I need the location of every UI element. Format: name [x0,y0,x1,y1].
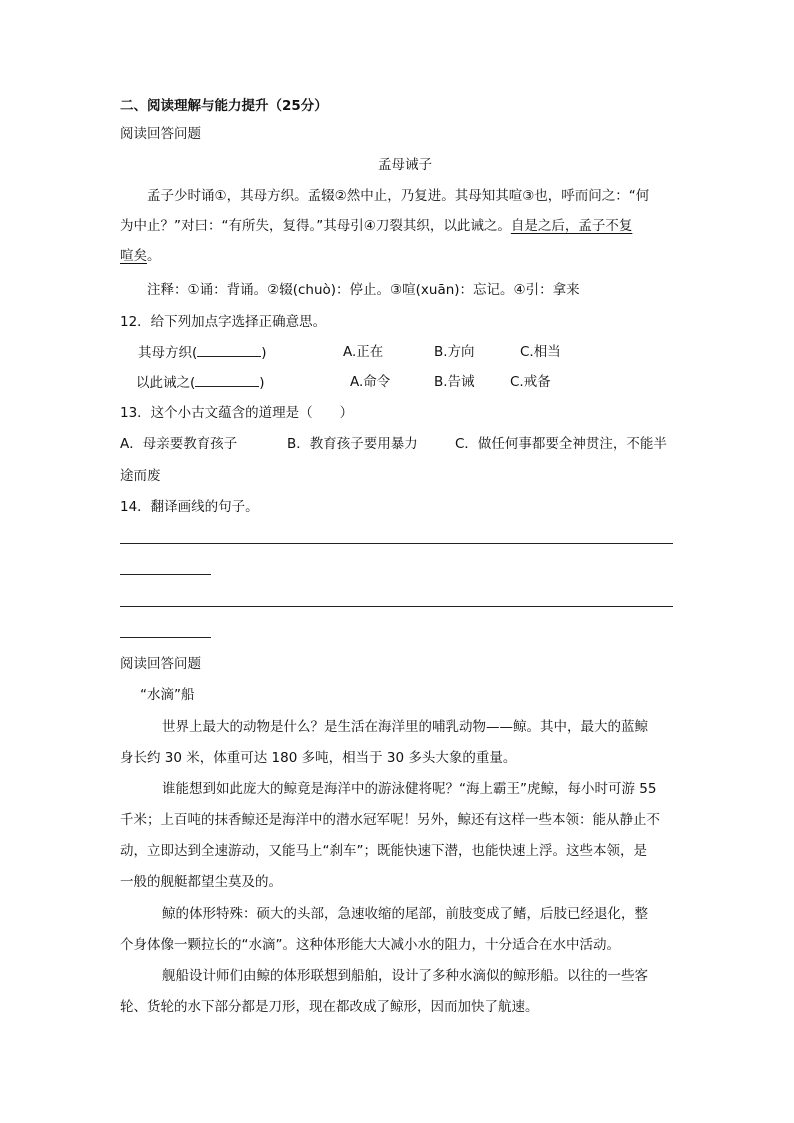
reading-instruction: 阅读回答问题 [120,126,201,142]
option-c[interactable]: C.戒备 [510,374,551,390]
paragraph-line: 鲸的体形特殊：硕大的头部，急速收缩的尾部，前肢变成了鳍，后肢已经退化，整 [162,906,648,922]
answer-line[interactable] [120,574,211,575]
section-header: 二、阅读理解与能力提升（25分） [120,98,328,114]
paragraph-line: 千米；上百吨的抹香鲸还是海洋中的潜水冠军呢！另外，鲸还有这样一些本领：能从静止不 [120,812,660,828]
answer-line[interactable] [120,606,673,607]
passage-title: 孟母诫子 [378,157,432,173]
option-a[interactable]: A.命令 [350,374,391,390]
paragraph-line: 世界上最大的动物是什么？是生活在海洋里的哺乳动物——鲸。其中，最大的蓝鲸 [162,719,648,735]
answer-line[interactable] [120,543,673,544]
underlined-sentence: 自是之后，孟子不复 [510,218,633,234]
answer-blank[interactable] [195,372,259,387]
question-12-row1 [138,342,267,363]
option-a[interactable]: A．母亲要教育孩子 [120,436,238,452]
passage-text: 。 [147,248,161,264]
item-text: 其母方织( [138,345,198,361]
passage-line [120,216,632,236]
paragraph-line: 身长约 30 米，体重可达 180 多吨，相当于 30 多头大象的重量。 [120,750,517,766]
question-12-row2 [136,372,265,393]
paragraph-line: 舰船设计师们由鲸的体形联想到船舶，设计了多种水滴似的鲸形船。以往的一些客 [162,968,648,984]
question-12-stem: 12．给下列加点字选择正确意思。 [120,314,327,330]
option-b[interactable]: B.告诫 [434,374,475,390]
paragraph-line: 轮、货轮的水下部分都是刀形，现在都改成了鲸形，因而加快了航速。 [120,999,539,1015]
option-c-continuation: 途而废 [120,468,161,484]
passage-line: 孟子少时诵①，其母方织。孟辍②然中止，乃复进。其母知其喧③也，呼而问之：“何 [147,188,650,204]
paragraph-line: 一般的舰艇都望尘莫及的。 [120,874,282,890]
item-text: ) [259,375,265,391]
passage-title: “水滴”船 [140,687,195,703]
answer-blank[interactable] [197,342,261,357]
question-13-stem: 13．这个小古文蕴含的道理是（ ） [120,405,354,421]
item-text: ) [261,345,267,361]
question-14-stem: 14．翻译画线的句子。 [120,499,259,515]
option-c[interactable]: C.相当 [520,344,561,360]
passage-text: 为中止？”对曰：“有所失，复得。”其母引④刀裂其织，以此诫之。 [120,218,511,234]
paragraph-line: 动，立即达到全速游动，又能马上“刹车”；既能快速下潜，也能快速上浮。这些本领，是 [120,843,647,859]
item-text: 以此诫之( [136,375,196,391]
passage-line [120,246,161,266]
option-c[interactable]: C．做任何事都要全神贯注，不能半 [455,436,667,452]
paragraph-line: 谁能想到如此庞大的鲸竟是海洋中的游泳健将呢？“海上霸王”虎鲸，每小时可游 55 [162,781,657,797]
reading-instruction: 阅读回答问题 [120,656,201,672]
answer-line[interactable] [120,637,211,638]
paragraph-line: 个身体像一颗拉长的“水滴”。这种体形能大大减小水的阻力，十分适合在水中活动。 [120,937,620,953]
option-b[interactable]: B．教育孩子要用暴力 [287,436,418,452]
underlined-sentence: 喧矣 [120,248,147,264]
option-a[interactable]: A.正在 [343,344,384,360]
annotation-notes: 注释：①诵：背诵。②辍(chuò)：停止。③喧(xuān)：忘记。④引：拿来 [147,282,580,298]
option-b[interactable]: B.方向 [434,344,475,360]
